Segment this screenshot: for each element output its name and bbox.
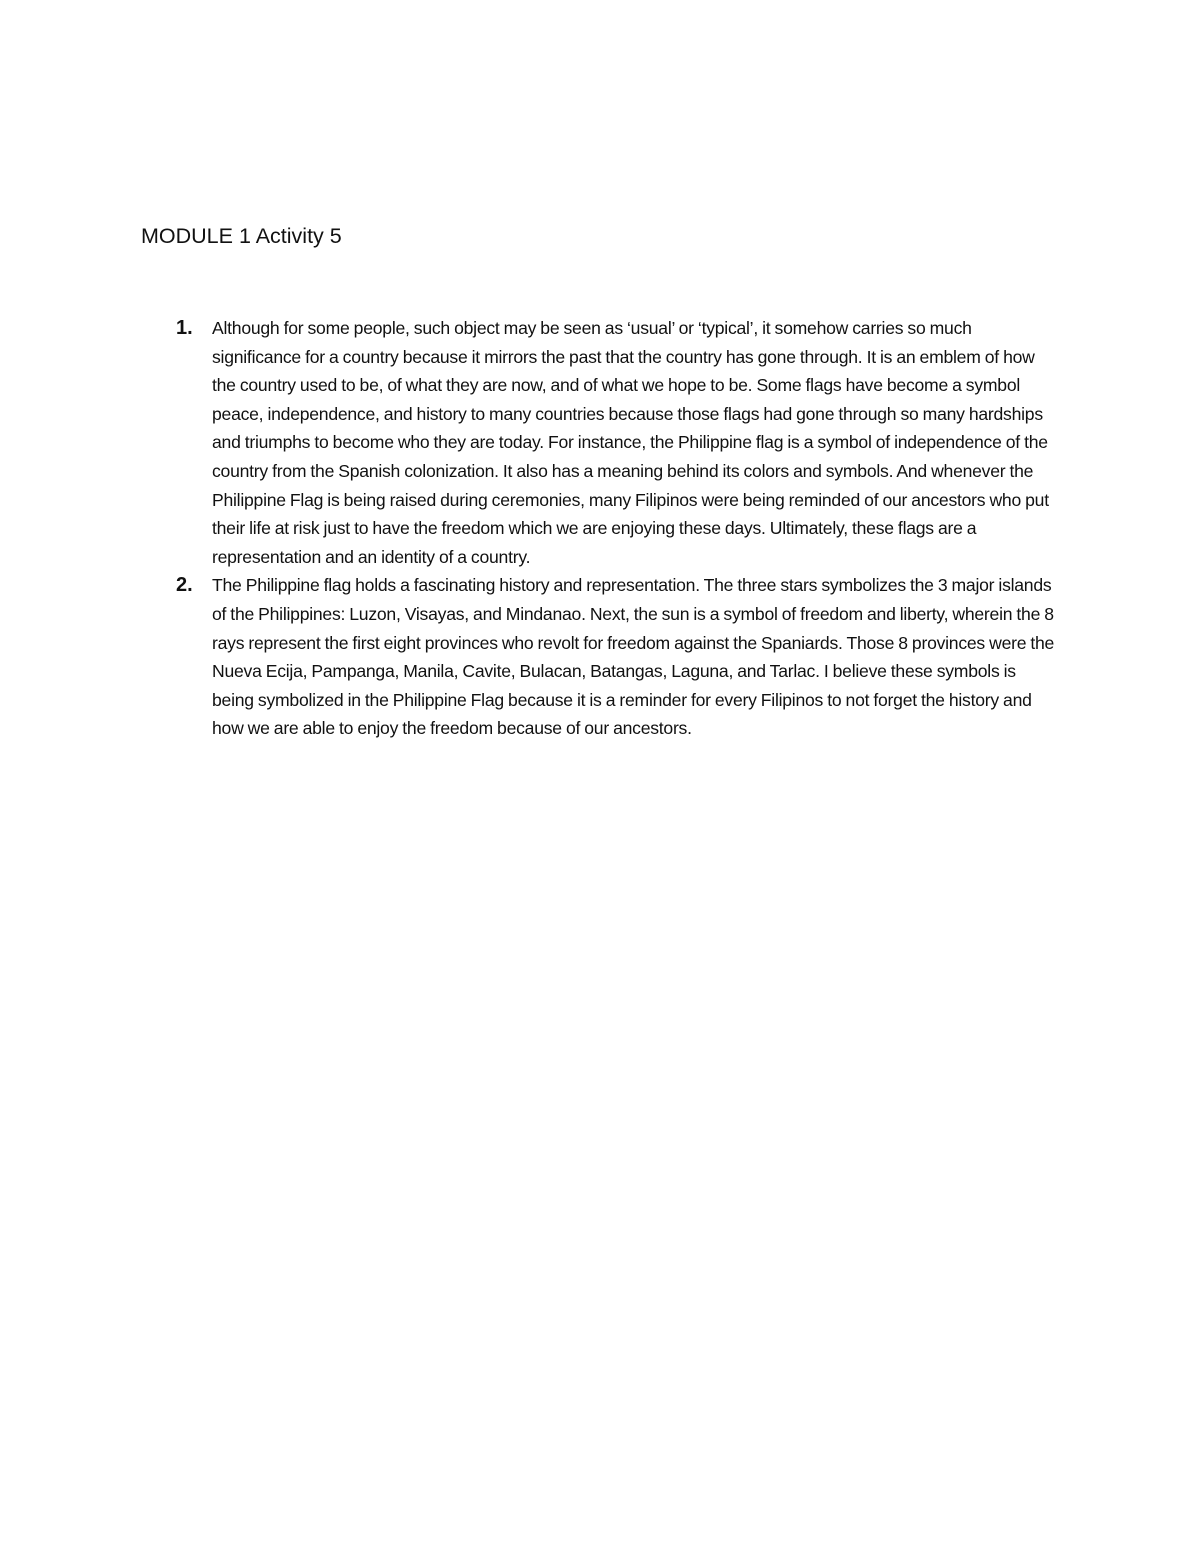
- document-title: MODULE 1 Activity 5: [141, 224, 342, 248]
- list-item-number: 2.: [176, 574, 193, 597]
- list-item-number: 1.: [176, 317, 193, 339]
- list-item-text: The Philippine flag holds a fascinating history and representation. The three stars symbolizes the 3 major islands of the Philippines: Luzon, Visayas, and Mindanao. Next, the sun is a symbol of freedom and liberty, wherein the 8 rays represent the first eight provinces who revolt for freedom against the Spaniards. Those 8 provinces were the Nueva Ecija, Pampanga, Manila, Cavite, Bulacan, Batangas, Laguna, and Tarlac. I believe these symbols is being symbolized in the Philippine Flag because it is a reminder for every Filipinos to not forget the history and how we are able to enjoy the freedom because of our ancestors.: [212, 575, 1055, 739]
- answer-list: [176, 314, 1060, 743]
- list-item: [176, 571, 1060, 743]
- list-item: [176, 314, 1060, 571]
- list-item-text: Although for some people, such object may be seen as ‘usual’ or ‘typical’, it somehow carries so much significance for a country because it mirrors the past that the country has gone through. It is an emblem of how the country used to be, of what they are now, and of what we hope to be. Some flags have become a symbol peace, independence, and history to many countries because those flags had gone through so many hardships and triumphs to become who they are today. For instance, the Philippine flag is a symbol of independence of the country from the Spanish colonization. It also has a meaning behind its colors and symbols. And whenever the Philippine Flag is being raised during ceremonies, many Filipinos were being reminded of our ancestors who put their life at risk just to have the freedom which we are enjoying these days. Ultimately, these flags are a representation and an identity of a country.: [212, 318, 1049, 567]
